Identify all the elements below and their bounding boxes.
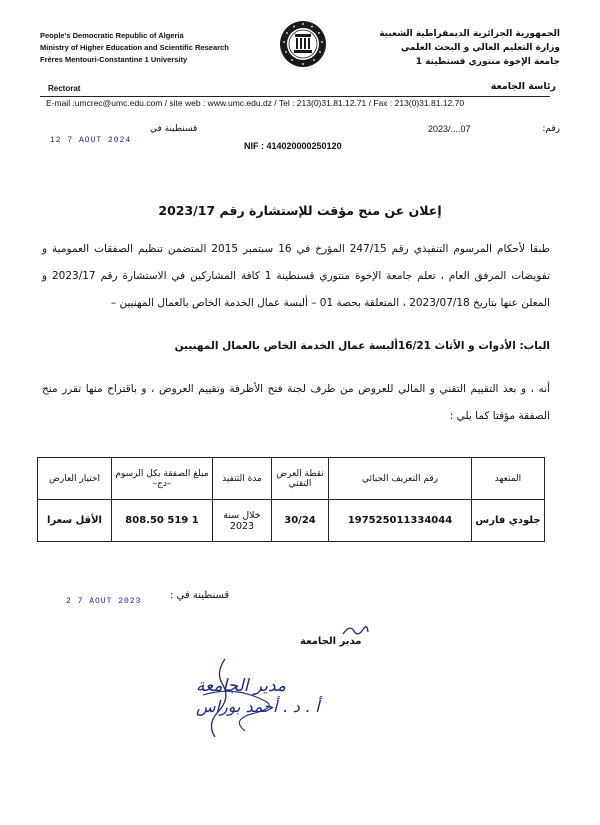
handwritten-signature: [195, 655, 285, 740]
header-office-ar: رئاسة الجامعة: [490, 81, 556, 92]
header-country-en: People's Democratic Republic of Algeria: [40, 31, 184, 40]
footer-city-label: قسنطينة في :: [170, 590, 230, 601]
header-university-ar: جامعة الإخوة منتوري قسنطينة 1: [415, 57, 560, 67]
nif-number: NIF : 414020000250120: [244, 141, 342, 151]
ref-city-label: قسنطينة في: [150, 124, 198, 134]
table-header-cell: نقطة العرض التقني: [272, 458, 329, 500]
director-title: مدير الجامعة: [300, 636, 362, 647]
signature-stamp-line-1: مدير الجامعة: [196, 676, 287, 696]
table-header-cell: المتعهد: [472, 458, 545, 500]
body-chapter: الباب: الأدوات و الأثاث 16/21ألبسة عمال الخدمة الخاص بالعمال المهنيين: [174, 340, 550, 352]
ref-number-label: رقم:: [542, 124, 560, 134]
table-header-cell: رقم التعريف الجبائي: [329, 458, 472, 500]
body-paragraph-2: أنه ، و بعد التقييم التقني و المالي للعروض من طرف لجنة فتح الأظرفة وتقييم العروض ، و باقتراح منها تقرر منح الصفقة مؤقتا كما يلي :: [42, 383, 550, 422]
body-paragraph-1: طبقا لأحكام المرسوم التنفيذي رقم 247/15 المؤرخ في 16 سبتمبر 2015 المتضمن تنظيم الصفقات العمومية و تفويضات المرفق العام ، تعلم جامعة الإخوة منتوري قسنطينة 1 كافة المشاركين في الاستشارة رقم 2023/17 و المعلن عنها بتاريخ 2023/07/18 ، المتعلقة بحصة 01 – ألبسة عمال الخدمة الخاص بالعمال المهنيين –: [42, 243, 551, 309]
header-university-en: Frères Mentouri-Constantine 1 University: [40, 55, 188, 64]
footer-date-stamp: 2 7 AOUT 2023: [66, 597, 142, 606]
signature-stamp-line-2: أ . د . أحمد بوراس: [196, 697, 320, 716]
table-header-row: [38, 458, 545, 500]
university-logo: [279, 20, 327, 68]
table-header-cell: مدة التنفيذ: [213, 458, 272, 500]
table-row: [38, 500, 545, 542]
table-cell-duration: خلال سنة 2023: [213, 500, 272, 542]
table-header-cell: اختيار العارض: [38, 458, 112, 500]
page-title: إعلان عن منح مؤقت للإستشارة رقم 2023/17: [158, 203, 442, 218]
header-divider: [40, 96, 550, 97]
header-ministry-ar: وزارة التعليم العالي و البحث العلمي: [400, 43, 560, 53]
table-cell-tech-score: 30/24: [272, 500, 329, 542]
table-header-cell: مبلغ الصفقة بكل الرسوم –دج–: [112, 458, 213, 500]
table-cell-bidder: جلودي فارس: [472, 500, 545, 542]
table-cell-tax-id: 197525011334044: [329, 500, 472, 542]
award-table: [37, 457, 545, 542]
ref-date-stamp: 12 7 AOUT 2024: [50, 136, 132, 145]
header-ministry-en: Ministry of Higher Education and Scientific Research: [40, 43, 229, 52]
signature-mark: [340, 622, 370, 642]
ref-number-value: 2023/....07: [428, 124, 471, 134]
table-cell-amount: 1 519 808.50: [112, 500, 213, 542]
contact-line: E-mail :umcrec@umc.edu.com / site web : www.umc.edu.dz / Tel : 213(0)31.81.12.71 / Fax : 213(0)31.81.12.70: [46, 98, 465, 108]
header-english: [40, 30, 229, 66]
header-office-en: Rectorat: [48, 84, 81, 93]
table-cell-selection: الأقل سعرا: [38, 500, 112, 542]
header-arabic: [379, 27, 560, 69]
header-country-ar: الجمهورية الجزائرية الديمقراطية الشعبية: [379, 29, 560, 39]
